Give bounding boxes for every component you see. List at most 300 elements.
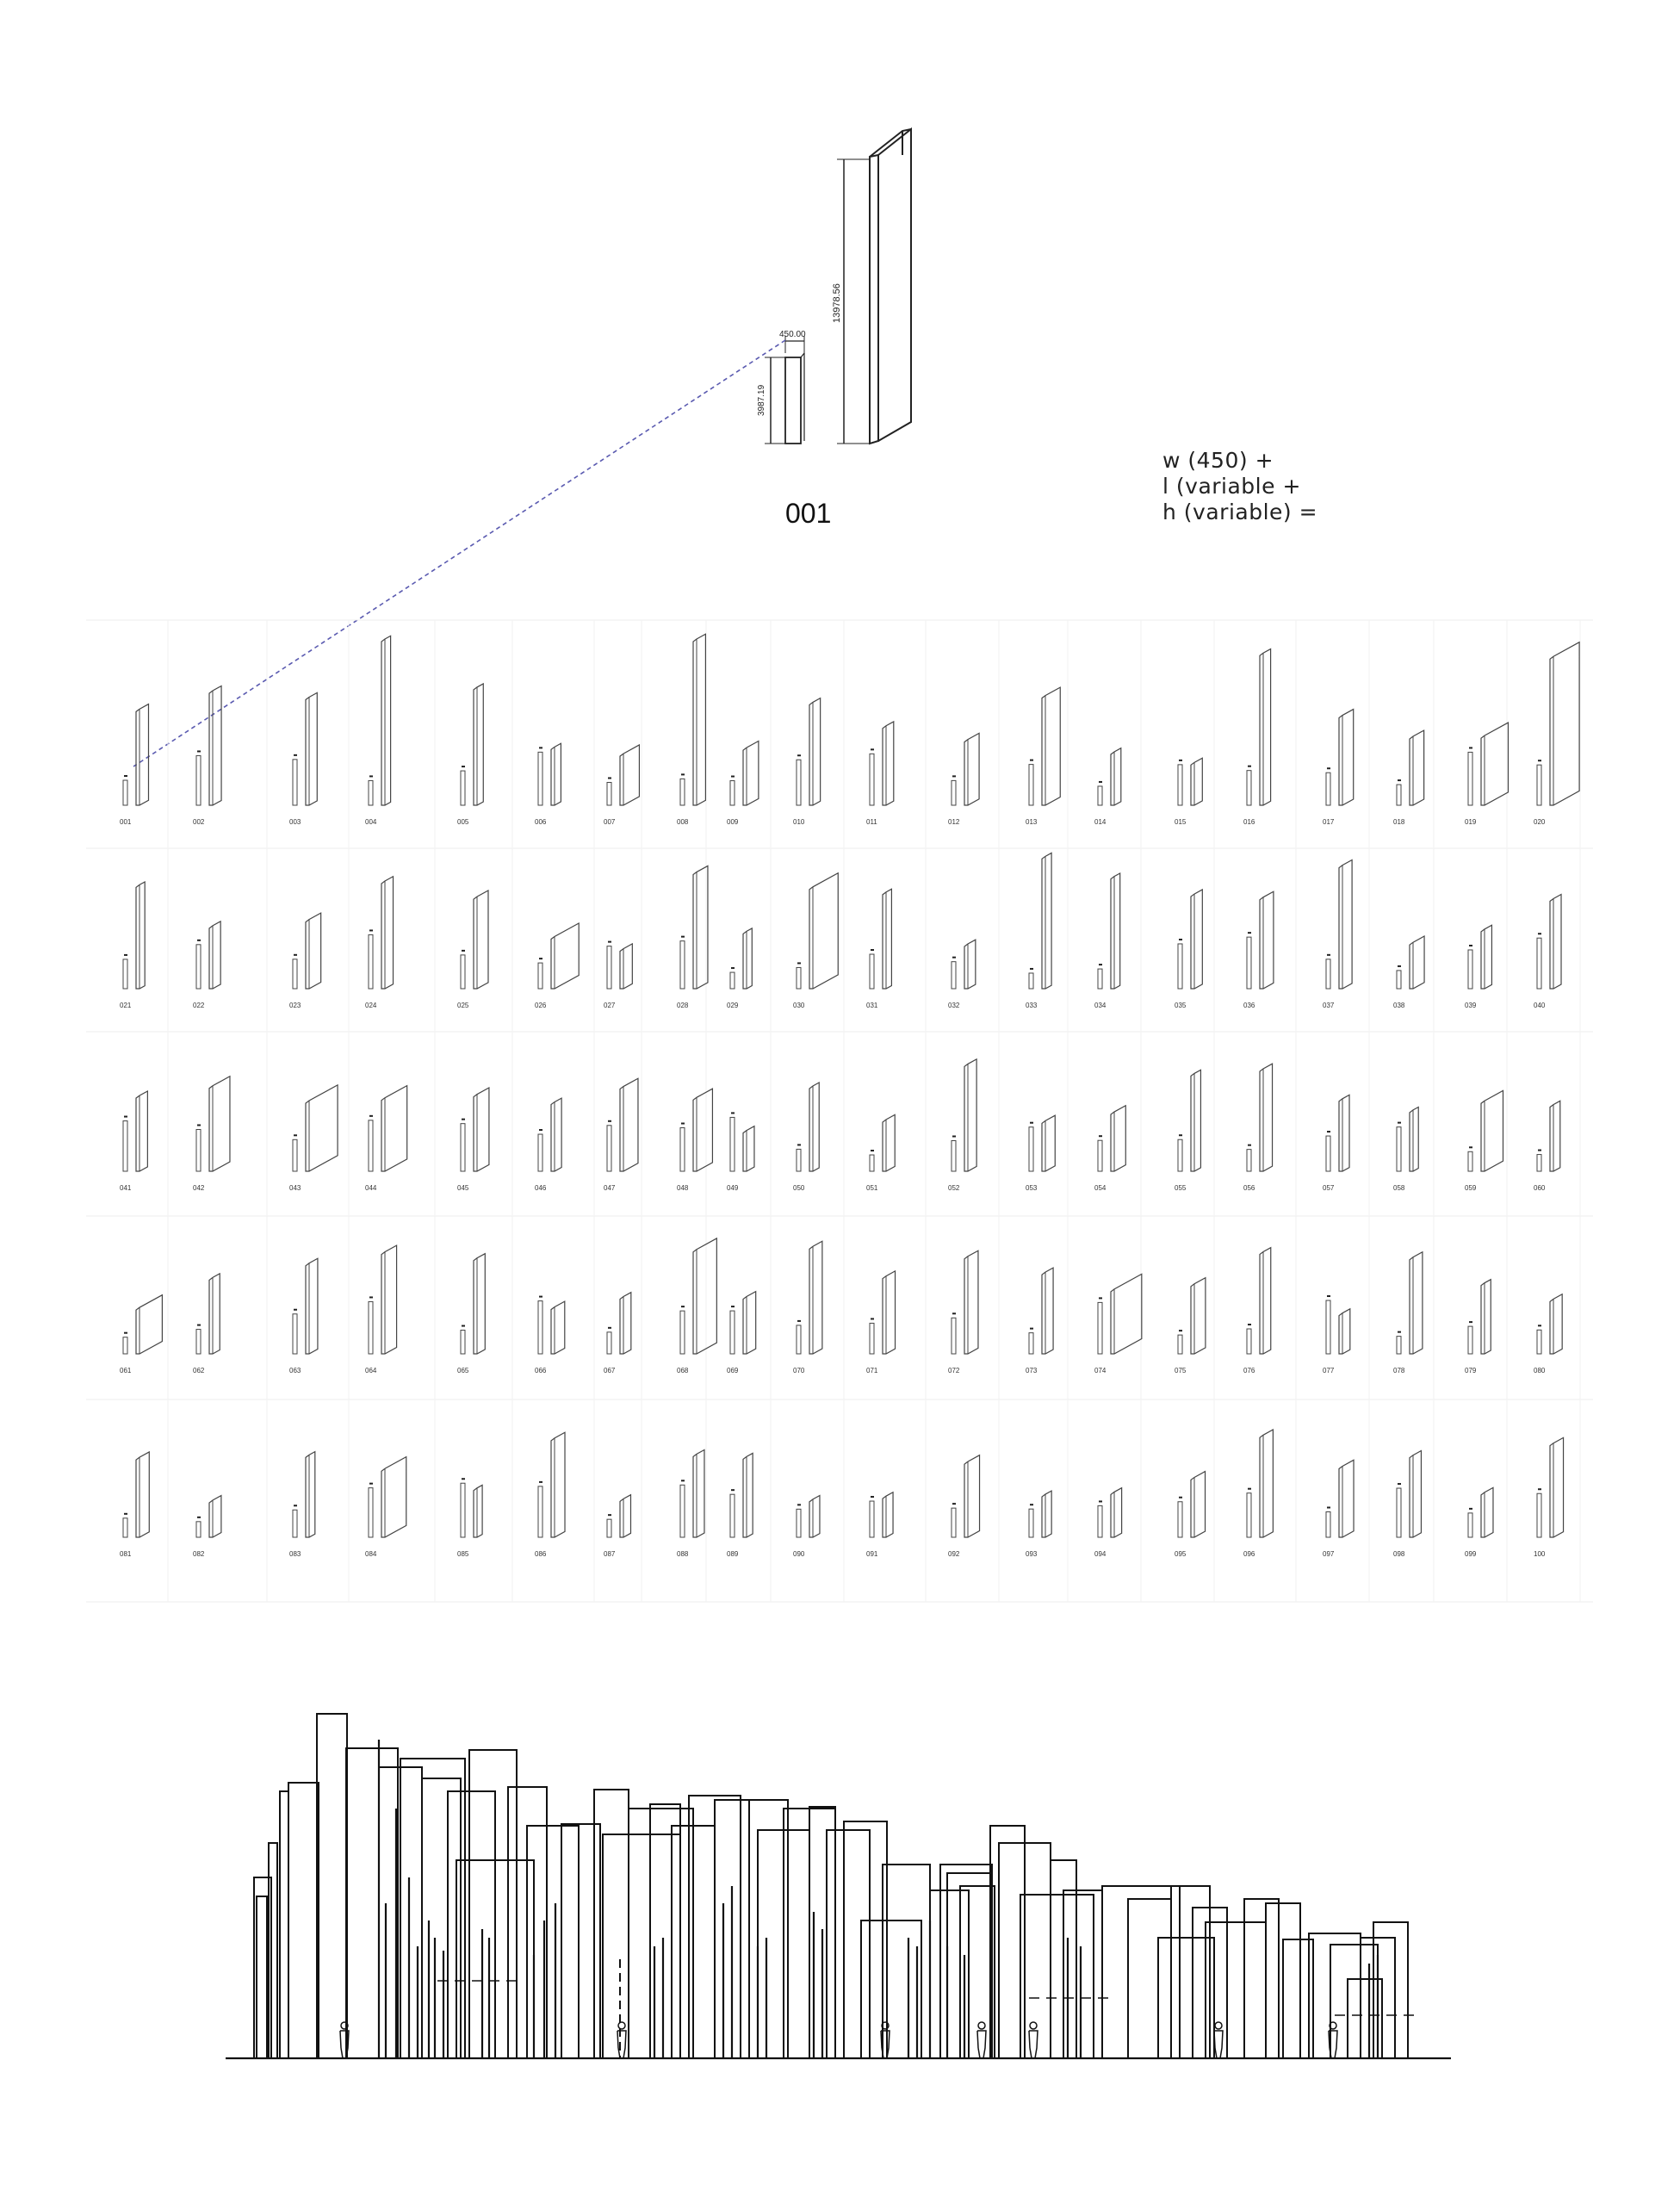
- small-panel: [785, 357, 801, 444]
- catalog-item-010: [793, 698, 821, 826]
- catalog-item-073: [1026, 1268, 1053, 1374]
- catalog-label: 011: [866, 818, 877, 826]
- panel-small: [1098, 786, 1102, 805]
- panel-small: [1326, 1300, 1330, 1354]
- panel-small: [680, 1311, 685, 1354]
- panel-large: [209, 686, 221, 805]
- panel-small: [1098, 1505, 1102, 1537]
- catalog-item-070: [793, 1241, 822, 1374]
- catalog-item-043: [289, 1085, 338, 1192]
- panel-small: [196, 1330, 201, 1354]
- catalog-label: 041: [120, 1184, 132, 1192]
- panel-small: [1397, 1127, 1401, 1171]
- catalog-label: 043: [289, 1184, 301, 1192]
- panel-small: [870, 954, 874, 989]
- catalog-label: 048: [677, 1184, 689, 1192]
- panel-large: [381, 1245, 397, 1354]
- catalog-label: 095: [1175, 1550, 1187, 1558]
- catalog-label: 068: [677, 1367, 689, 1374]
- catalog-label: 080: [1534, 1367, 1546, 1374]
- facade-panel: [1309, 1933, 1361, 2058]
- catalog-label: 021: [120, 1002, 132, 1009]
- catalog-label: 038: [1393, 1002, 1405, 1009]
- catalog-label: 061: [120, 1367, 132, 1374]
- panel-large: [1111, 1274, 1142, 1354]
- catalog-item-057: [1323, 1095, 1349, 1192]
- facade-panel: [346, 1748, 398, 2058]
- facade-panel: [930, 1890, 969, 2058]
- catalog-label: 056: [1243, 1184, 1255, 1192]
- panel-large: [1042, 853, 1051, 989]
- panel-small: [1029, 1509, 1033, 1537]
- panel-large: [551, 1098, 561, 1171]
- facade-panel: [883, 1865, 930, 2058]
- panel-small: [123, 1337, 127, 1354]
- panel-small: [1247, 1329, 1251, 1354]
- catalog-label: 037: [1323, 1002, 1335, 1009]
- catalog-item-007: [604, 745, 639, 826]
- panel-large: [809, 1241, 822, 1354]
- panel-large: [306, 1085, 338, 1171]
- catalog-item-087: [604, 1495, 630, 1558]
- panel-large: [1260, 1248, 1271, 1354]
- formula-line-3: h (variable) =: [1162, 500, 1318, 524]
- panel-small: [461, 1331, 465, 1354]
- panel-small: [1537, 765, 1541, 805]
- panel-large: [1260, 649, 1271, 805]
- catalog-label: 098: [1393, 1550, 1405, 1558]
- panel-large: [883, 722, 894, 805]
- catalog-label: 084: [365, 1550, 377, 1558]
- panel-large: [883, 1492, 893, 1537]
- catalog-label: 050: [793, 1184, 805, 1192]
- catalog-item-078: [1393, 1252, 1423, 1374]
- catalog-item-097: [1323, 1460, 1354, 1558]
- catalog-item-021: [120, 882, 145, 1009]
- panel-small: [123, 1121, 127, 1171]
- panel-large: [1191, 890, 1202, 989]
- panel-small: [1029, 973, 1033, 989]
- catalog-item-018: [1393, 730, 1424, 826]
- catalog-label: 030: [793, 1002, 805, 1009]
- catalog-item-095: [1175, 1472, 1206, 1558]
- panel-small: [1326, 959, 1330, 989]
- panel-large: [474, 684, 483, 805]
- catalog-item-023: [289, 913, 321, 1009]
- panel-large: [1550, 895, 1561, 989]
- catalog-label: 057: [1323, 1184, 1335, 1192]
- panel-large: [1191, 1472, 1206, 1537]
- catalog-item-044: [365, 1086, 407, 1192]
- panel-large: [964, 1455, 980, 1537]
- catalog-item-085: [457, 1478, 482, 1558]
- catalog-label: 096: [1243, 1550, 1255, 1558]
- catalog-item-037: [1323, 860, 1352, 1009]
- panel-small: [196, 945, 201, 989]
- facade-panel: [317, 1714, 347, 2058]
- catalog-item-056: [1243, 1064, 1273, 1192]
- panel-large: [1550, 1294, 1562, 1354]
- catalog-label: 025: [457, 1002, 469, 1009]
- panel-large: [743, 1126, 754, 1171]
- panel-large: [1410, 730, 1424, 805]
- catalog-item-086: [535, 1432, 565, 1558]
- panel-large: [620, 1078, 638, 1171]
- large-panel-side: [878, 129, 911, 441]
- panel-large: [1339, 1309, 1350, 1354]
- catalog-item-004: [365, 636, 391, 826]
- catalog-item-048: [677, 1089, 712, 1192]
- catalog-label: 073: [1026, 1367, 1038, 1374]
- panel-small: [797, 1509, 801, 1537]
- facade-panel: [1020, 1895, 1094, 2058]
- panel-large: [743, 1453, 753, 1537]
- catalog-item-063: [289, 1258, 318, 1374]
- panel-large: [136, 704, 148, 805]
- catalog-label: 097: [1323, 1550, 1335, 1558]
- panel-small: [1029, 1333, 1033, 1354]
- catalog-item-064: [365, 1245, 397, 1374]
- large-panel-front: [870, 155, 878, 444]
- panel-small: [870, 754, 874, 805]
- catalog-label: 045: [457, 1184, 469, 1192]
- catalog-item-067: [604, 1293, 631, 1374]
- panel-small: [293, 1139, 297, 1171]
- catalog-item-061: [120, 1295, 162, 1374]
- facade-panel: [469, 1750, 517, 2058]
- catalog-label: 076: [1243, 1367, 1255, 1374]
- panel-large: [964, 1059, 976, 1171]
- facade-panel: [603, 1834, 680, 2058]
- panel-large: [1111, 1488, 1122, 1537]
- panel-small: [730, 1494, 735, 1537]
- catalog-label: 009: [727, 818, 739, 826]
- panel-large: [136, 1091, 147, 1171]
- formula-line-1: w (450) +: [1162, 448, 1274, 473]
- facade-panel: [448, 1791, 495, 2058]
- panel-large: [620, 1495, 630, 1537]
- panel-small: [123, 1518, 127, 1537]
- catalog-item-066: [535, 1296, 565, 1374]
- panel-large: [306, 1258, 318, 1354]
- catalog-label: 016: [1243, 818, 1255, 826]
- panel-large: [1191, 1278, 1206, 1354]
- panel-large: [306, 913, 321, 989]
- facade-panel: [1330, 1945, 1378, 2058]
- catalog-label: 055: [1175, 1184, 1187, 1192]
- panel-large: [136, 882, 145, 989]
- panel-small: [1098, 969, 1102, 989]
- catalog-item-088: [677, 1449, 704, 1558]
- catalog-item-040: [1534, 895, 1561, 1009]
- panel-small: [196, 1129, 201, 1171]
- catalog-item-090: [793, 1495, 820, 1558]
- panel-small: [1468, 752, 1472, 805]
- catalog-label: 034: [1094, 1002, 1107, 1009]
- catalog-item-003: [289, 692, 317, 826]
- panel-small: [1468, 950, 1472, 989]
- catalog-item-055: [1175, 1070, 1200, 1192]
- panel-small: [293, 1510, 297, 1537]
- panel-small: [730, 1311, 735, 1354]
- panel-small: [293, 1314, 297, 1354]
- catalog-label: 018: [1393, 818, 1405, 826]
- catalog-label: 075: [1175, 1367, 1187, 1374]
- panel-small: [1326, 1512, 1330, 1537]
- person-silhouette: [617, 2022, 626, 2058]
- catalog-item-046: [535, 1098, 561, 1192]
- catalog-item-076: [1243, 1248, 1271, 1374]
- panel-small: [870, 1155, 874, 1171]
- catalog-label: 023: [289, 1002, 301, 1009]
- panel-large: [551, 1301, 565, 1354]
- catalog-item-019: [1465, 723, 1508, 826]
- panel-small: [293, 959, 297, 989]
- catalog-label: 065: [457, 1367, 469, 1374]
- large-height-dimension: 13978.56: [832, 283, 842, 323]
- panel-small: [797, 967, 801, 989]
- catalog-label: 046: [535, 1184, 547, 1192]
- catalog-item-030: [793, 873, 838, 1009]
- catalog-label: 070: [793, 1367, 805, 1374]
- panel-large: [1042, 687, 1060, 805]
- panel-large: [883, 1114, 895, 1171]
- panel-large: [1339, 1095, 1349, 1171]
- panel-small: [952, 962, 956, 989]
- catalog-label: 071: [866, 1367, 878, 1374]
- panel-large: [1191, 1070, 1200, 1171]
- panel-small: [461, 1124, 465, 1171]
- panel-large: [306, 692, 317, 805]
- facade-panel: [257, 1896, 267, 2058]
- catalog-label: 017: [1323, 818, 1335, 826]
- catalog-item-027: [604, 941, 632, 1009]
- catalog-grid-lines: [86, 620, 1593, 1602]
- panel-small: [870, 1501, 874, 1537]
- catalog-item-011: [866, 722, 894, 826]
- panel-small: [952, 780, 956, 805]
- panel-small: [1247, 1150, 1251, 1171]
- facade-panel: [400, 1759, 465, 2058]
- catalog-label: 072: [948, 1367, 960, 1374]
- catalog-label: 024: [365, 1002, 377, 1009]
- panel-large: [1410, 1252, 1423, 1354]
- panel-large: [136, 1295, 162, 1354]
- catalog-label: 092: [948, 1550, 960, 1558]
- panel-small: [952, 1140, 956, 1171]
- panel-large: [693, 1449, 704, 1537]
- panel-small: [1537, 938, 1541, 989]
- panel-small: [797, 1149, 801, 1171]
- catalog-item-008: [677, 634, 705, 826]
- catalog-item-026: [535, 923, 579, 1009]
- catalog-label: 060: [1534, 1184, 1546, 1192]
- catalog-label: 028: [677, 1002, 689, 1009]
- catalog-item-092: [948, 1455, 980, 1558]
- street-elevation: [226, 1714, 1451, 2058]
- catalog-item-058: [1393, 1107, 1418, 1192]
- catalog-grid: [120, 634, 1579, 1558]
- catalog-label: 042: [193, 1184, 205, 1192]
- leader-line: [133, 340, 785, 766]
- facade-panel: [269, 1843, 277, 2058]
- panel-small: [196, 1522, 201, 1537]
- panel-small: [538, 1301, 542, 1354]
- catalog-item-001: [120, 704, 148, 826]
- catalog-item-079: [1465, 1280, 1491, 1374]
- panel-large: [1339, 710, 1354, 805]
- person-silhouette: [1214, 2022, 1223, 2058]
- panel-large: [1410, 1451, 1421, 1537]
- panel-large: [1410, 1107, 1418, 1171]
- catalog-label: 066: [535, 1367, 547, 1374]
- panel-small: [1178, 1139, 1182, 1171]
- panel-small: [538, 1134, 542, 1171]
- panel-small: [730, 972, 735, 989]
- catalog-label: 064: [365, 1367, 377, 1374]
- catalog-item-074: [1094, 1274, 1142, 1374]
- panel-small: [1098, 1302, 1102, 1354]
- catalog-item-068: [677, 1238, 716, 1374]
- catalog-label: 010: [793, 818, 805, 826]
- panel-large: [693, 866, 708, 989]
- panel-large: [551, 923, 579, 989]
- catalog-item-098: [1393, 1451, 1421, 1558]
- panel-large: [381, 877, 394, 989]
- panel-small: [680, 1485, 685, 1537]
- catalog-label: 090: [793, 1550, 805, 1558]
- panel-large: [1042, 1268, 1053, 1354]
- panel-small: [369, 1120, 373, 1171]
- panel-large: [1550, 1101, 1560, 1171]
- catalog-item-020: [1534, 642, 1579, 826]
- panel-small: [1537, 1330, 1541, 1354]
- catalog-item-054: [1094, 1106, 1125, 1192]
- catalog-label: 001: [120, 818, 132, 826]
- panel-small: [123, 780, 127, 805]
- catalog-item-017: [1323, 710, 1354, 826]
- panel-large: [1260, 891, 1274, 989]
- panel-large: [1111, 1106, 1125, 1171]
- panel-small: [538, 752, 542, 805]
- panel-small: [293, 760, 297, 805]
- catalog-item-005: [457, 684, 483, 826]
- panel-large: [1260, 1430, 1273, 1537]
- panel-small: [369, 1301, 373, 1354]
- catalog-item-035: [1175, 890, 1202, 1009]
- catalog-label: 007: [604, 818, 616, 826]
- panel-large: [620, 745, 639, 805]
- panel-small: [1468, 1513, 1472, 1537]
- panel-small: [1537, 1493, 1541, 1537]
- catalog-item-083: [289, 1452, 315, 1558]
- catalog-label: 032: [948, 1002, 960, 1009]
- panel-large: [474, 1485, 482, 1537]
- catalog-item-091: [866, 1492, 893, 1558]
- panel-large: [1481, 925, 1491, 989]
- catalog-label: 093: [1026, 1550, 1038, 1558]
- catalog-label: 081: [120, 1550, 132, 1558]
- panel-small: [1098, 1140, 1102, 1171]
- panel-small: [607, 1126, 611, 1171]
- catalog-label: 058: [1393, 1184, 1405, 1192]
- panel-small: [607, 1519, 611, 1537]
- panel-small: [797, 760, 801, 805]
- catalog-label: 003: [289, 818, 301, 826]
- catalog-label: 035: [1175, 1002, 1187, 1009]
- panel-large: [1481, 1280, 1491, 1354]
- catalog-label: 015: [1175, 818, 1187, 826]
- catalog-label: 033: [1026, 1002, 1038, 1009]
- panel-large: [693, 1089, 712, 1171]
- panel-small: [369, 934, 373, 989]
- catalog-item-042: [193, 1077, 230, 1192]
- catalog-item-065: [457, 1254, 485, 1374]
- catalog-label: 094: [1094, 1550, 1107, 1558]
- catalog-item-094: [1094, 1488, 1122, 1558]
- catalog-label: 063: [289, 1367, 301, 1374]
- catalog-label: 052: [948, 1184, 960, 1192]
- panel-small: [730, 1117, 735, 1171]
- panel-large: [551, 743, 561, 805]
- panel-large: [809, 698, 821, 805]
- catalog-item-047: [604, 1078, 638, 1192]
- facade-panel: [749, 1800, 788, 2058]
- catalog-item-062: [193, 1274, 220, 1374]
- catalog-item-009: [727, 742, 759, 826]
- catalog-label: 059: [1465, 1184, 1477, 1192]
- panel-large: [1481, 723, 1508, 805]
- panel-small: [870, 1323, 874, 1354]
- panel-large: [1111, 748, 1121, 805]
- panel-small: [1247, 937, 1251, 989]
- catalog-label: 079: [1465, 1367, 1477, 1374]
- catalog-item-069: [727, 1292, 756, 1374]
- panel-large: [1481, 1487, 1493, 1537]
- catalog-item-022: [193, 921, 220, 1009]
- facade-panel: [1102, 1886, 1180, 2058]
- panel-large: [693, 634, 705, 805]
- panel-large: [209, 1274, 220, 1354]
- catalog-label: 074: [1094, 1367, 1107, 1374]
- catalog-item-080: [1534, 1294, 1562, 1374]
- catalog-label: 099: [1465, 1550, 1477, 1558]
- catalog-label: 062: [193, 1367, 205, 1374]
- panel-small: [123, 959, 127, 989]
- catalog-item-077: [1323, 1295, 1350, 1374]
- panel-small: [369, 1488, 373, 1537]
- catalog-label: 002: [193, 818, 205, 826]
- formula-note: [1162, 448, 1317, 525]
- catalog-label: 086: [535, 1550, 547, 1558]
- catalog-label: 082: [193, 1550, 205, 1558]
- catalog-item-045: [457, 1088, 489, 1192]
- catalog-label: 088: [677, 1550, 689, 1558]
- catalog-label: 044: [365, 1184, 377, 1192]
- catalog-label: 005: [457, 818, 469, 826]
- catalog-item-096: [1243, 1430, 1273, 1558]
- panel-large: [620, 1293, 631, 1354]
- catalog-item-038: [1393, 936, 1424, 1009]
- catalog-label: 077: [1323, 1367, 1335, 1374]
- panel-small: [196, 755, 201, 805]
- panel-small: [1247, 771, 1251, 805]
- catalog-label: 040: [1534, 1002, 1546, 1009]
- catalog-item-014: [1094, 748, 1121, 826]
- panel-small: [538, 1486, 542, 1537]
- catalog-label: 008: [677, 818, 689, 826]
- panel-large: [209, 921, 220, 989]
